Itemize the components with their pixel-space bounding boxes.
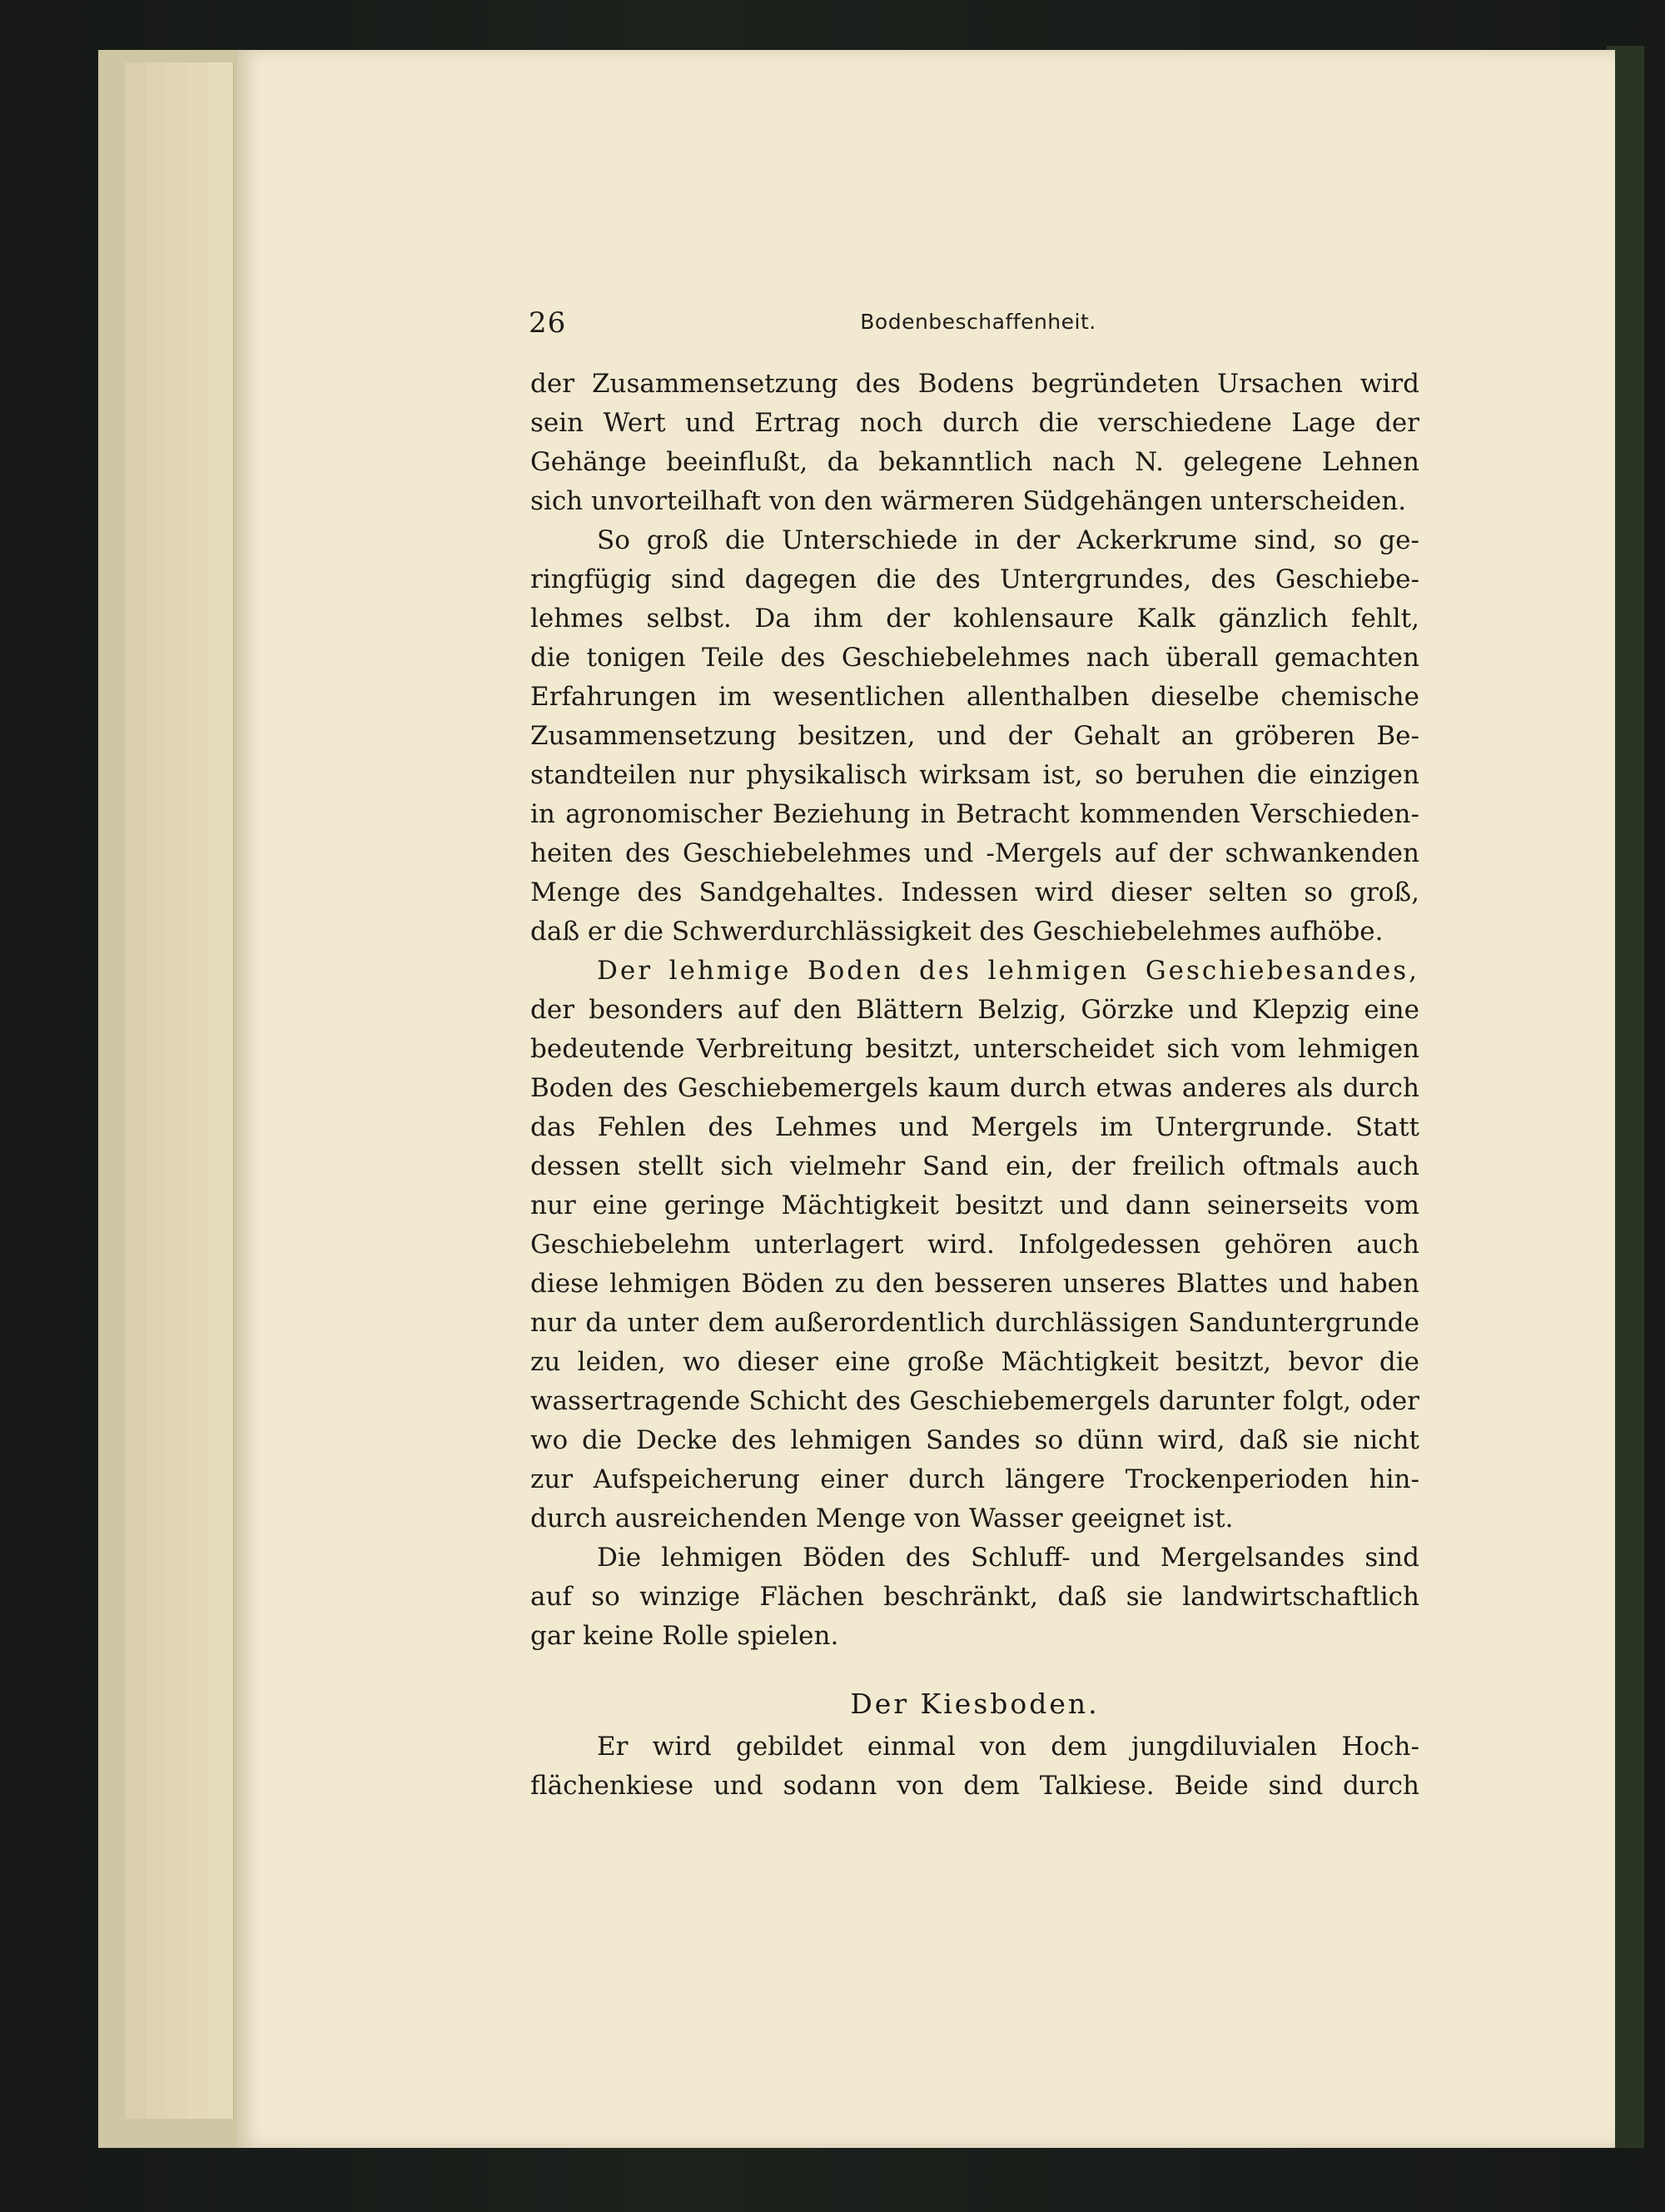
paragraph [530, 521, 1419, 952]
text-line: flächenkiese und sodann von dem Talkiese. Beide sind durch [530, 1771, 1419, 1801]
paragraph [530, 1727, 1419, 1806]
text-line: Boden des Geschiebemergels kaum durch etwas anderes als durch [530, 1073, 1419, 1103]
running-head-title: Bodenbeschaffenheit. [860, 310, 1096, 334]
text-line: standteilen nur physikalisch wirksam ist, so beruhen die einzigen [530, 760, 1419, 790]
text-line: lehmes selbst. Da ihm der kohlensaure Kalk gänzlich fehlt, [530, 604, 1419, 634]
text-line: dessen stellt sich vielmehr Sand ein, der freilich oftmals auch [530, 1151, 1419, 1181]
paragraph [530, 1538, 1419, 1656]
text-line: sich unvorteilhaft von den wärmeren Südgehängen unterscheiden. [530, 486, 1407, 516]
running-head [529, 306, 1428, 348]
section-heading: Der Kiesboden. [850, 1688, 1100, 1720]
text-line: der Zusammensetzung des Bodens begründeten Ursachen wird [530, 369, 1419, 399]
text-line: wo die Decke des lehmigen Sandes so dünn wird, daß sie nicht [530, 1425, 1419, 1455]
text-line: Der lehmige Boden des lehmigen Geschiebesandes, [597, 956, 1419, 986]
text-line: die tonigen Teile des Geschiebelehmes nach überall gemachten [530, 643, 1419, 673]
text-line: sein Wert und Ertrag noch durch die verschiedene Lage der [530, 408, 1419, 438]
text-line: Erfahrungen im wesentlichen allenthalben dieselbe chemische [530, 682, 1419, 712]
page-body [530, 365, 1419, 1806]
text-line: Menge des Sandgehaltes. Indessen wird dieser selten so groß, [530, 877, 1419, 907]
paragraph [530, 365, 1419, 521]
text-line: Die lehmigen Böden des Schluff- und Mergelsandes sind [597, 1543, 1419, 1573]
text-line: durch ausreichenden Menge von Wasser geeignet ist. [530, 1504, 1234, 1533]
text-line: diese lehmigen Böden zu den besseren unseres Blattes und haben [530, 1269, 1419, 1299]
text-line: Zusammensetzung besitzen, und der Gehalt an gröberen Be- [530, 721, 1419, 751]
text-line: zu leiden, wo dieser eine große Mächtigkeit besitzt, bevor die [530, 1347, 1419, 1377]
text-line: bedeutende Verbreitung besitzt, unterscheidet sich vom lehmigen [530, 1034, 1419, 1064]
text-line: wassertragende Schicht des Geschiebemergels darunter folgt, oder [530, 1386, 1419, 1416]
text-line: zur Aufspeicherung einer durch längere Trockenperioden hin- [530, 1464, 1419, 1494]
text-line: in agronomischer Beziehung in Betracht kommenden Verschieden- [530, 799, 1419, 829]
page-number: 26 [529, 306, 567, 340]
text-line: Gehänge beeinflußt, da bekanntlich nach N. gelegene Lehnen [530, 447, 1419, 477]
text-line: ringfügig sind dagegen die des Untergrundes, des Geschiebe- [530, 564, 1419, 594]
text-line: Geschiebelehm unterlagert wird. Infolgedessen gehören auch [530, 1230, 1419, 1260]
text-line: das Fehlen des Lehmes und Mergels im Untergrunde. Statt [530, 1112, 1419, 1142]
text-line: heiten des Geschiebelehmes und -Mergels auf der schwankenden [530, 838, 1419, 868]
text-line: Er wird gebildet einmal von dem jungdiluvialen Hoch- [597, 1732, 1419, 1762]
text-line: nur da unter dem außerordentlich durchlässigen Sanduntergrunde [530, 1308, 1419, 1338]
text-line: nur eine geringe Mächtigkeit besitzt und dann seinerseits vom [530, 1191, 1419, 1220]
text-line: der besonders auf den Blättern Belzig, Görzke und Klepzig eine [530, 995, 1419, 1025]
paragraph [530, 952, 1419, 1538]
text-line: auf so winzige Flächen beschränkt, daß sie landwirtschaftlich [530, 1582, 1419, 1612]
text-line: So groß die Unterschiede in der Ackerkrume sind, so ge- [597, 525, 1419, 555]
text-line: daß er die Schwerdurchlässigkeit des Geschiebelehmes aufhöbe. [530, 917, 1384, 947]
page-edge [208, 62, 234, 2119]
text-line: gar keine Rolle spielen. [530, 1621, 839, 1651]
